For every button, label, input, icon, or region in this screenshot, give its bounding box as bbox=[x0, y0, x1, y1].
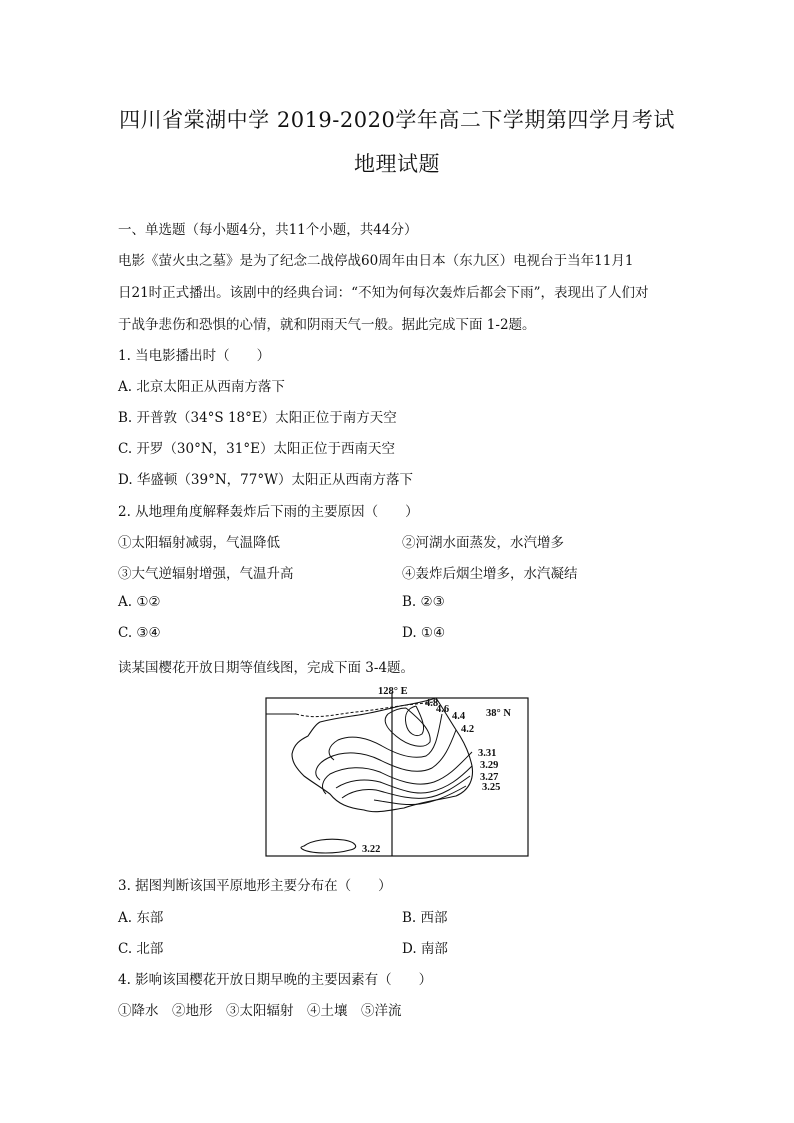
question-3-option-d: D. 南部 bbox=[402, 941, 448, 957]
border-line bbox=[296, 702, 436, 717]
question-3-option-c: C. 北部 bbox=[118, 941, 164, 957]
isoline-label: 3.25 bbox=[482, 782, 501, 793]
cherry-blossom-isoline-map bbox=[256, 684, 536, 858]
isoline-329 bbox=[336, 766, 472, 793]
question-2-option-c: C. ③④ bbox=[118, 625, 161, 641]
passage-line: 电影《萤火虫之墓》是为了纪念二战停战60周年由日本（东九区）电视台于当年11月1 bbox=[118, 253, 634, 269]
question-2-option-a: A. ①② bbox=[118, 594, 161, 610]
question-1-option-c: C. 开罗（30°N，31°E）太阳正位于西南天空 bbox=[118, 441, 395, 457]
isoline-label: 4.2 bbox=[461, 724, 475, 735]
section-header: 一、单选题（每小题4分，共11个小题，共44分） bbox=[118, 222, 418, 238]
page-title: 四川省棠湖中学 2019-2020学年高二下学期第四学月考试 bbox=[119, 108, 675, 132]
question-1-option-b: B. 开普敦（34°S 18°E）太阳正位于南方天空 bbox=[118, 410, 397, 426]
passage-line: 于战争悲伤和恐惧的心情，就和阴雨天气一般。据此完成下面 1-2题。 bbox=[118, 317, 536, 333]
question-2-item-3: ③大气逆辐射增强，气温升高 bbox=[118, 566, 294, 582]
isoline-325 bbox=[374, 786, 466, 805]
question-1-option-a: A. 北京太阳正从西南方落下 bbox=[118, 379, 285, 395]
question-3-option-b: B. 西部 bbox=[402, 910, 448, 926]
isoline-label: 3.22 bbox=[362, 844, 381, 855]
island bbox=[301, 839, 356, 853]
isoline-label: 3.27 bbox=[480, 772, 499, 783]
latitude-label: 38° N bbox=[486, 708, 511, 719]
question-2-option-d: D. ①④ bbox=[402, 625, 446, 641]
question-2-item-4: ④轰炸后烟尘增多，水汽凝结 bbox=[402, 566, 578, 582]
passage-line: 日21时正式播出。该剧中的经典台词：“不知为何每次轰炸后都会下雨”，表现出了人们对 bbox=[118, 285, 649, 301]
question-1-stem: 1. 当电影播出时（ ） bbox=[118, 348, 271, 364]
isoline-label: 4.4 bbox=[452, 711, 466, 722]
question-2-option-b: B. ②③ bbox=[402, 594, 445, 610]
question-1-option-d: D. 华盛顿（39°N，77°W）太阳正从西南方落下 bbox=[118, 472, 413, 488]
isoline-42 bbox=[316, 730, 456, 780]
question-3-option-a: A. 东部 bbox=[118, 910, 164, 926]
isoline-label: 4.8 bbox=[425, 698, 439, 709]
isoline-label: 3.29 bbox=[480, 760, 499, 771]
isoline-label: 4.6 bbox=[436, 704, 450, 715]
question-4-stem: 4. 影响该国樱花开放日期早晚的主要因素有（ ） bbox=[118, 972, 433, 988]
question-3-stem: 3. 据图判断该国平原地形主要分布在（ ） bbox=[118, 878, 392, 894]
question-4-factors: ①降水 ②地形 ③太阳辐射 ④土壤 ⑤洋流 bbox=[118, 1003, 402, 1019]
coastline bbox=[292, 698, 475, 812]
isoline-label: 3.31 bbox=[478, 748, 497, 759]
longitude-label: 128° E bbox=[378, 686, 408, 697]
question-2-stem: 2. 从地理角度解释轰炸后下雨的主要原因（ ） bbox=[118, 504, 419, 520]
page-subtitle: 地理试题 bbox=[354, 152, 440, 176]
isoline-331 bbox=[323, 752, 472, 794]
question-2-item-1: ①太阳辐射减弱，气温降低 bbox=[118, 535, 280, 551]
passage-2: 读某国樱花开放日期等值线图，完成下面 3-4题。 bbox=[118, 660, 415, 676]
question-2-item-2: ②河湖水面蒸发，水汽增多 bbox=[402, 535, 564, 551]
isoline-327 bbox=[342, 776, 470, 798]
